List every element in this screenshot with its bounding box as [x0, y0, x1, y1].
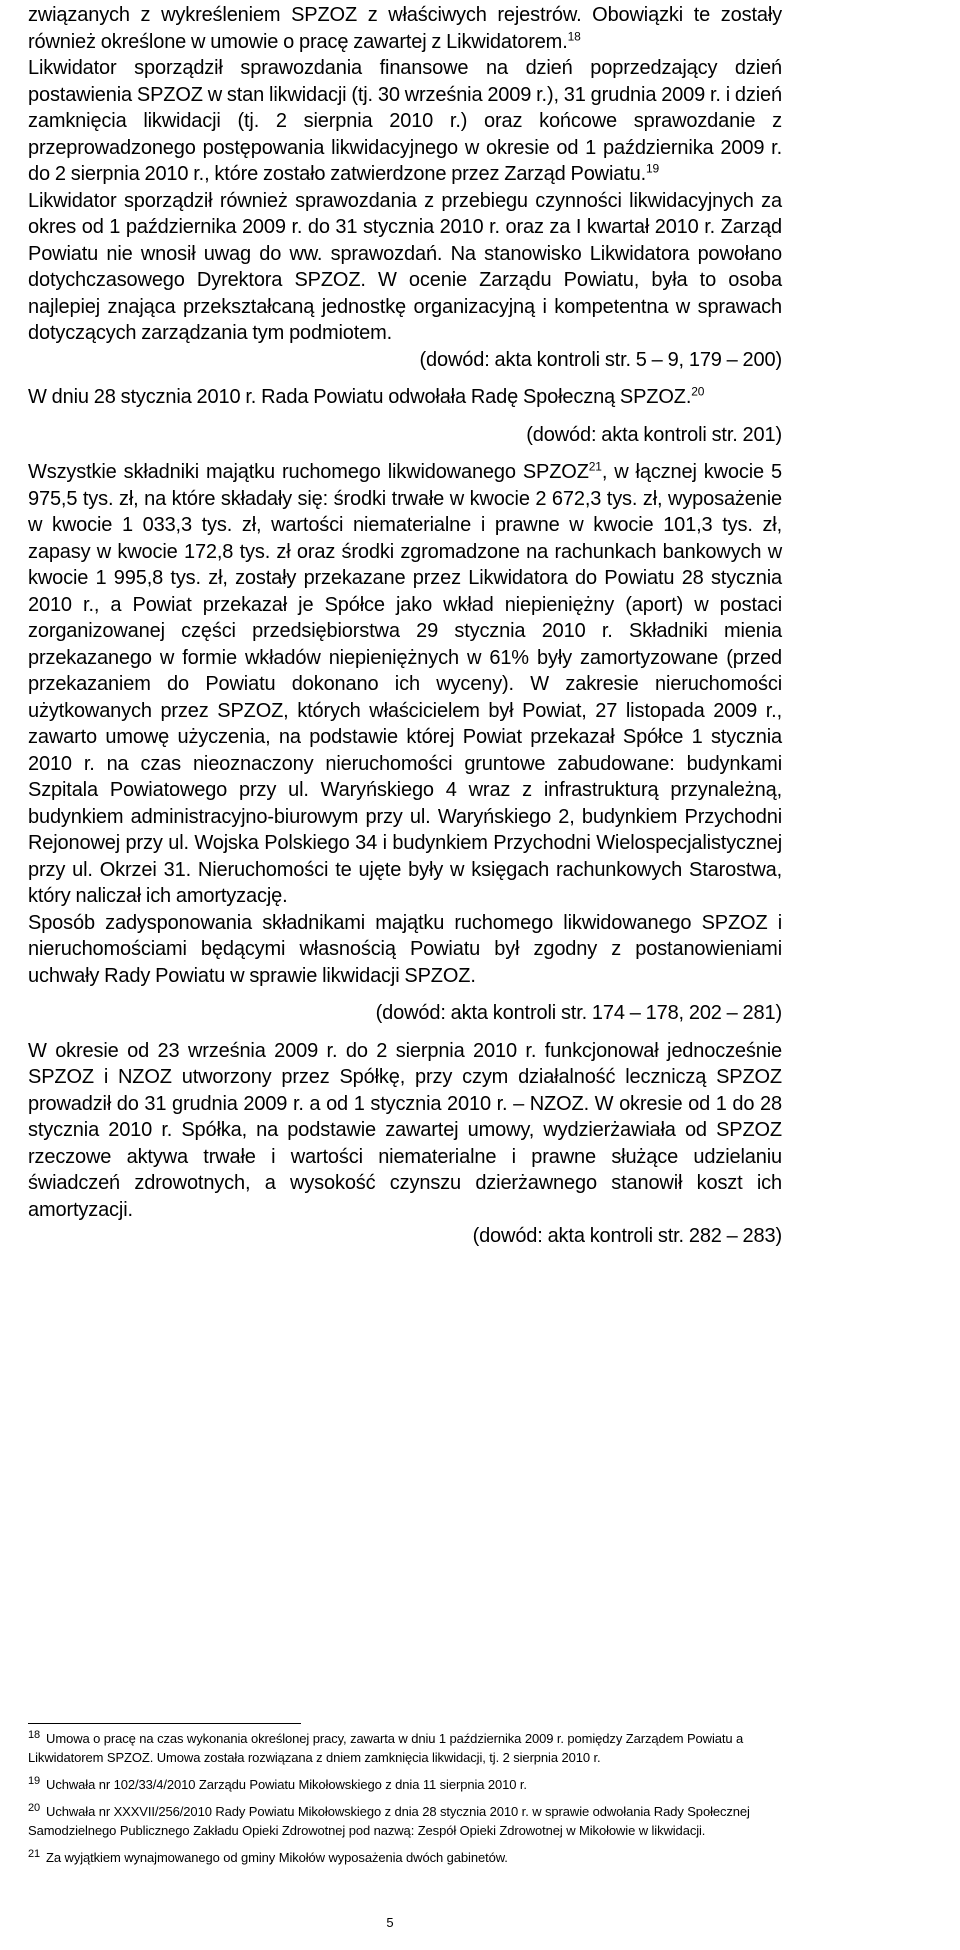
evidence-citation: (dowód: akta kontroli str. 201) — [526, 423, 782, 446]
evidence-citation: (dowód: akta kontroli str. 5 – 9, 179 – 200) — [419, 348, 782, 371]
paragraph: W dniu 28 stycznia 2010 r. Rada Powiatu odwołała Radę Społeczną SPZOZ.$^{20}$ — [28, 384, 705, 408]
footnote-separator — [28, 1723, 301, 1724]
footnote: $^{18}$ Umowa o pracę na czas wykonania określonej pracy, zawarta w dniu 1 października 2009 r. pomiędzy Zarządem Powiatu a Likwidatorem SPZOZ. Umowa została rozwiązana z dniem zamknięcia likwidacji, tj. 2 sierpnia 2010 r. — [28, 1728, 744, 1765]
evidence-citation: (dowód: akta kontroli str. 174 – 178, 202 – 281) — [375, 1002, 782, 1024]
footnote: $^{21}$ Za wyjątkiem wynajmowanego od gminy Mikołów wyposażenia dwóch gabinetów. — [28, 1847, 508, 1865]
paragraph: związanych z wykreśleniem SPZOZ z właściwych rejestrów. Obowiązki te zostały również określone w umowie o pracę zawartej z Likwidatorem.$^{18}$ — [28, 4, 782, 53]
paragraph: Likwidator sporządził również sprawozdania z przebiegu czynności likwidacyjnych za okres od 1 października 2009 r. do 31 stycznia 2010 r. oraz za I kwartał 2010 r. Zarząd Powiatu nie wnosił uwag do ww. sprawozdań. Na stanowisko Likwidatora powołano dotychczasowego Dyrektora SPZOZ. W ocenie Zarządu Powiatu, była to osoba najlepiej znająca przekształcaną jednostkę organizacyjną i kompetentna w sprawach dotyczących zarządzania tym podmiotem. — [28, 189, 782, 344]
evidence-citation: (dowód: akta kontroli str. 282 – 283) — [472, 1225, 782, 1247]
paragraph: Likwidator sporządził sprawozdania finansowe na dzień poprzedzający dzień postawienia SPZOZ w stan likwidacji (tj. 30 września 2009 r.), 31 grudnia 2009 r. i dzień zamknięcia likwidacji (tj. 2 sierpnia 2010 r.) oraz końcowe sprawozdanie z przeprowadzonego postępowania likwidacyjnego w okresie od 1 października 2009 r. do 2 sierpnia 2010 r., które zostało zatwierdzone przez Zarząd Powiatu.$^{19}$ — [28, 57, 782, 185]
footnote: $^{19}$ Uchwała nr 102/33/4/2010 Zarządu Powiatu Mikołowskiego z dnia 11 sierpnia 2010 r. — [28, 1774, 527, 1792]
footnote-ref: 21 — [588, 459, 602, 474]
footnote-ref: 20 — [691, 384, 705, 399]
paragraph: Sposób zadysponowania składnikami majątku ruchomego likwidowanego SPZOZ i nieruchomościami będącymi własnością Powiatu był zgodny z postanowieniami uchwały Rady Powiatu w sprawie likwidacji SPZOZ. — [28, 911, 782, 987]
footnotes — [28, 1729, 788, 1875]
footnote-ref: 19 — [646, 161, 660, 176]
paragraph: Wszystkie składniki majątku ruchomego likwidowanego SPZOZ$^{21}$, w łącznej kwocie 5 975,5 tys. zł, na które składały się: środki trwałe w kwocie 2 672,3 tys. zł, wyposażenie w kwocie 1 033,3 tys. zł, wartości niematerialne i prawne w kwocie 101,3 tys. zł, zapasy w kwocie 172,8 tys. zł oraz środki zgromadzone na rachunkach bankowych w kwocie 1 995,8 tys. zł, zostały przekazane przez Likwidatora do Powiatu 28 stycznia 2010 r., a Powiat przekazał je Spółce jako wkład niepieniężny (aport) w postaci zorganizowanej części przedsiębiorstwa 29 stycznia 2010 r. Składniki mienia przekazanego w formie wkładów niepieniężnych w 61% były zamortyzowane (przed przekazaniem do Powiatu dokonano ich wyceny). W zakresie nieruchomości użytkowanych przez SPZOZ, których właścicielem był Powiat, 27 listopada 2009 r., zawarto umowę użyczenia, na podstawie której Powiat przekazał Spółce 1 stycznia 2010 r. na czas nieoznaczony nieruchomości gruntowe zabudowane: budynkami Szpitala Powiatowego przy ul. Waryńskiego 4 wraz z infrastrukturą przynależną, budynkiem administracyjno-biurowym przy ul. Waryńskiego 2, budynkiem Przychodni Rejonowej przy ul. Wojska Polskiego 34 i budynkiem Przychodni Wielospecjalistycznej przy ul. Okrzei 31. Nieruchomości te ujęte były w księgach rachunkowych Starostwa, który naliczał ich amortyzację. — [28, 459, 782, 907]
footnote: $^{20}$ Uchwała nr XXXVII/256/2010 Rady Powiatu Mikołowskiego z dnia 28 stycznia 2010 r. w sprawie odwołania Rady Społecznej Samodzielnego Publicznego Zakładu Opieki Zdrowotnej pod nazwą: Zespół Opieki Zdrowotnej w Mikołowie w likwidacji. — [28, 1801, 750, 1838]
body-text — [28, 2, 782, 1250]
footnote-ref: 18 — [567, 28, 581, 43]
page-number: 5 — [386, 1915, 394, 1930]
paragraph: W okresie od 23 września 2009 r. do 2 sierpnia 2010 r. funkcjonował jednocześnie SPZOZ i NZOZ utworzony przez Spółkę, przy czym działalność leczniczą SPZOZ prowadził do 31 grudnia 2009 r. a od 1 stycznia 2010 r. – NZOZ. W okresie od 1 do 28 stycznia 2010 r. Spółka, na podstawie zawartej umowy, wydzierżawiała od SPZOZ rzeczowe aktywa trwałe i wartości niematerialne i prawne służące udzielaniu świadczeń zdrowotnych, a wysokość czynszu dzierżawnego stanowił koszt ich amortyzacji. — [28, 1039, 782, 1221]
